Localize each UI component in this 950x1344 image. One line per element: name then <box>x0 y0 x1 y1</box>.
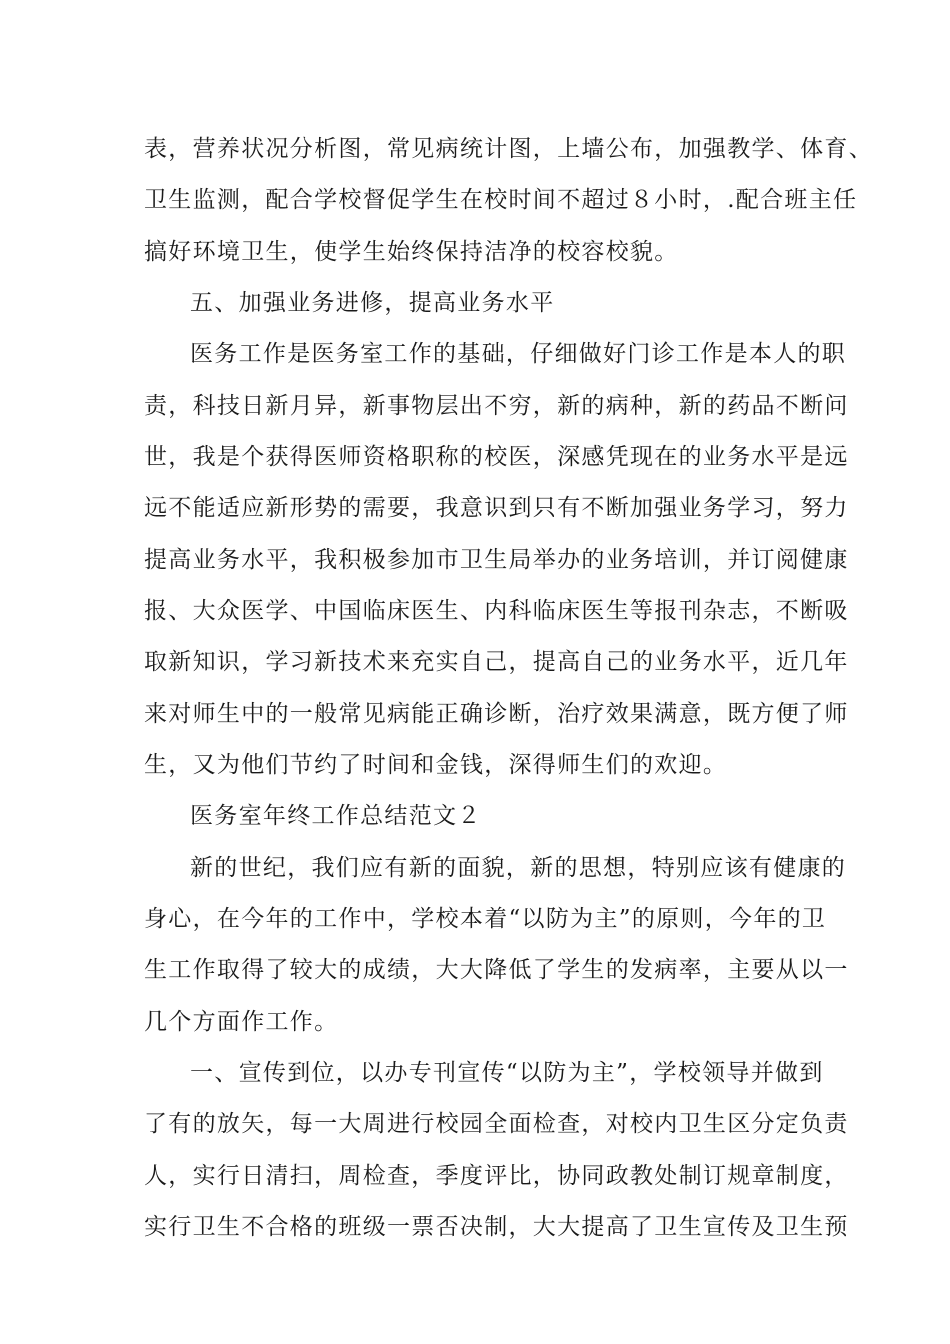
body-text-line: 提高业务水平，我积极参加市卫生局举办的业务培训，并订阅健康 <box>144 547 849 573</box>
body-text-line: 几个方面作工作。 <box>144 1009 339 1035</box>
body-text-line: 报、大众医学、中国临床医生、内科临床医生等报刊杂志，不断吸 <box>144 598 849 624</box>
body-text-line: 一、宣传到位，以办专刊宣传“以防为主”，学校领导并做到 <box>190 1060 824 1086</box>
body-text-line: 医务工作是医务室工作的基础，仔细做好门诊工作是本人的职 <box>190 341 847 367</box>
body-text-line: 世，我是个获得医师资格职称的校医，深感凭现在的业务水平是远 <box>144 444 849 470</box>
body-text-line: 表，营养状况分析图，常见病统计图，上墙公布，加强教学、体育、 <box>144 136 873 162</box>
body-text-line: 新的世纪，我们应有新的面貌，新的思想，特别应该有健康的 <box>190 855 847 881</box>
body-text-line: 实行卫生不合格的班级一票否决制，大大提高了卫生宣传及卫生预 <box>144 1214 849 1240</box>
body-text-line: 生，又为他们节约了时间和金钱，深得师生们的欢迎。 <box>144 752 728 778</box>
body-text-line: 取新知识，学习新技术来充实自己，提高自己的业务水平，近几年 <box>144 649 849 675</box>
body-text-line: 人，实行日清扫，周检查，季度评比，协同政教处制订规章制度， <box>144 1163 849 1189</box>
body-text-line: 了有的放矢，每一大周进行校园全面检查，对校内卫生区分定负责 <box>144 1111 849 1137</box>
body-text-line: 来对师生中的一般常见病能正确诊断，治疗效果满意，既方便了师 <box>144 701 849 727</box>
body-text-line: 责，科技日新月异，新事物层出不穷，新的病种，新的药品不断问 <box>144 393 849 419</box>
body-text-line: 生工作取得了较大的成绩，大大降低了学生的发病率，主要从以一 <box>144 957 849 983</box>
section-heading: 五、加强业务进修，提高业务水平 <box>190 290 555 316</box>
document-title: 医务室年终工作总结范文２ <box>190 803 482 829</box>
body-text-line: 身心，在今年的工作中，学校本着“以防为主”的原则，今年的卫 <box>144 906 827 932</box>
body-text-line: 卫生监测，配合学校督促学生在校时间不超过８小时，.配合班主任 <box>144 187 858 213</box>
body-text-line: 远不能适应新形势的需要，我意识到只有不断加强业务学习，努力 <box>144 495 849 521</box>
body-text-line: 搞好环境卫生，使学生始终保持洁净的校容校貌。 <box>144 239 679 265</box>
